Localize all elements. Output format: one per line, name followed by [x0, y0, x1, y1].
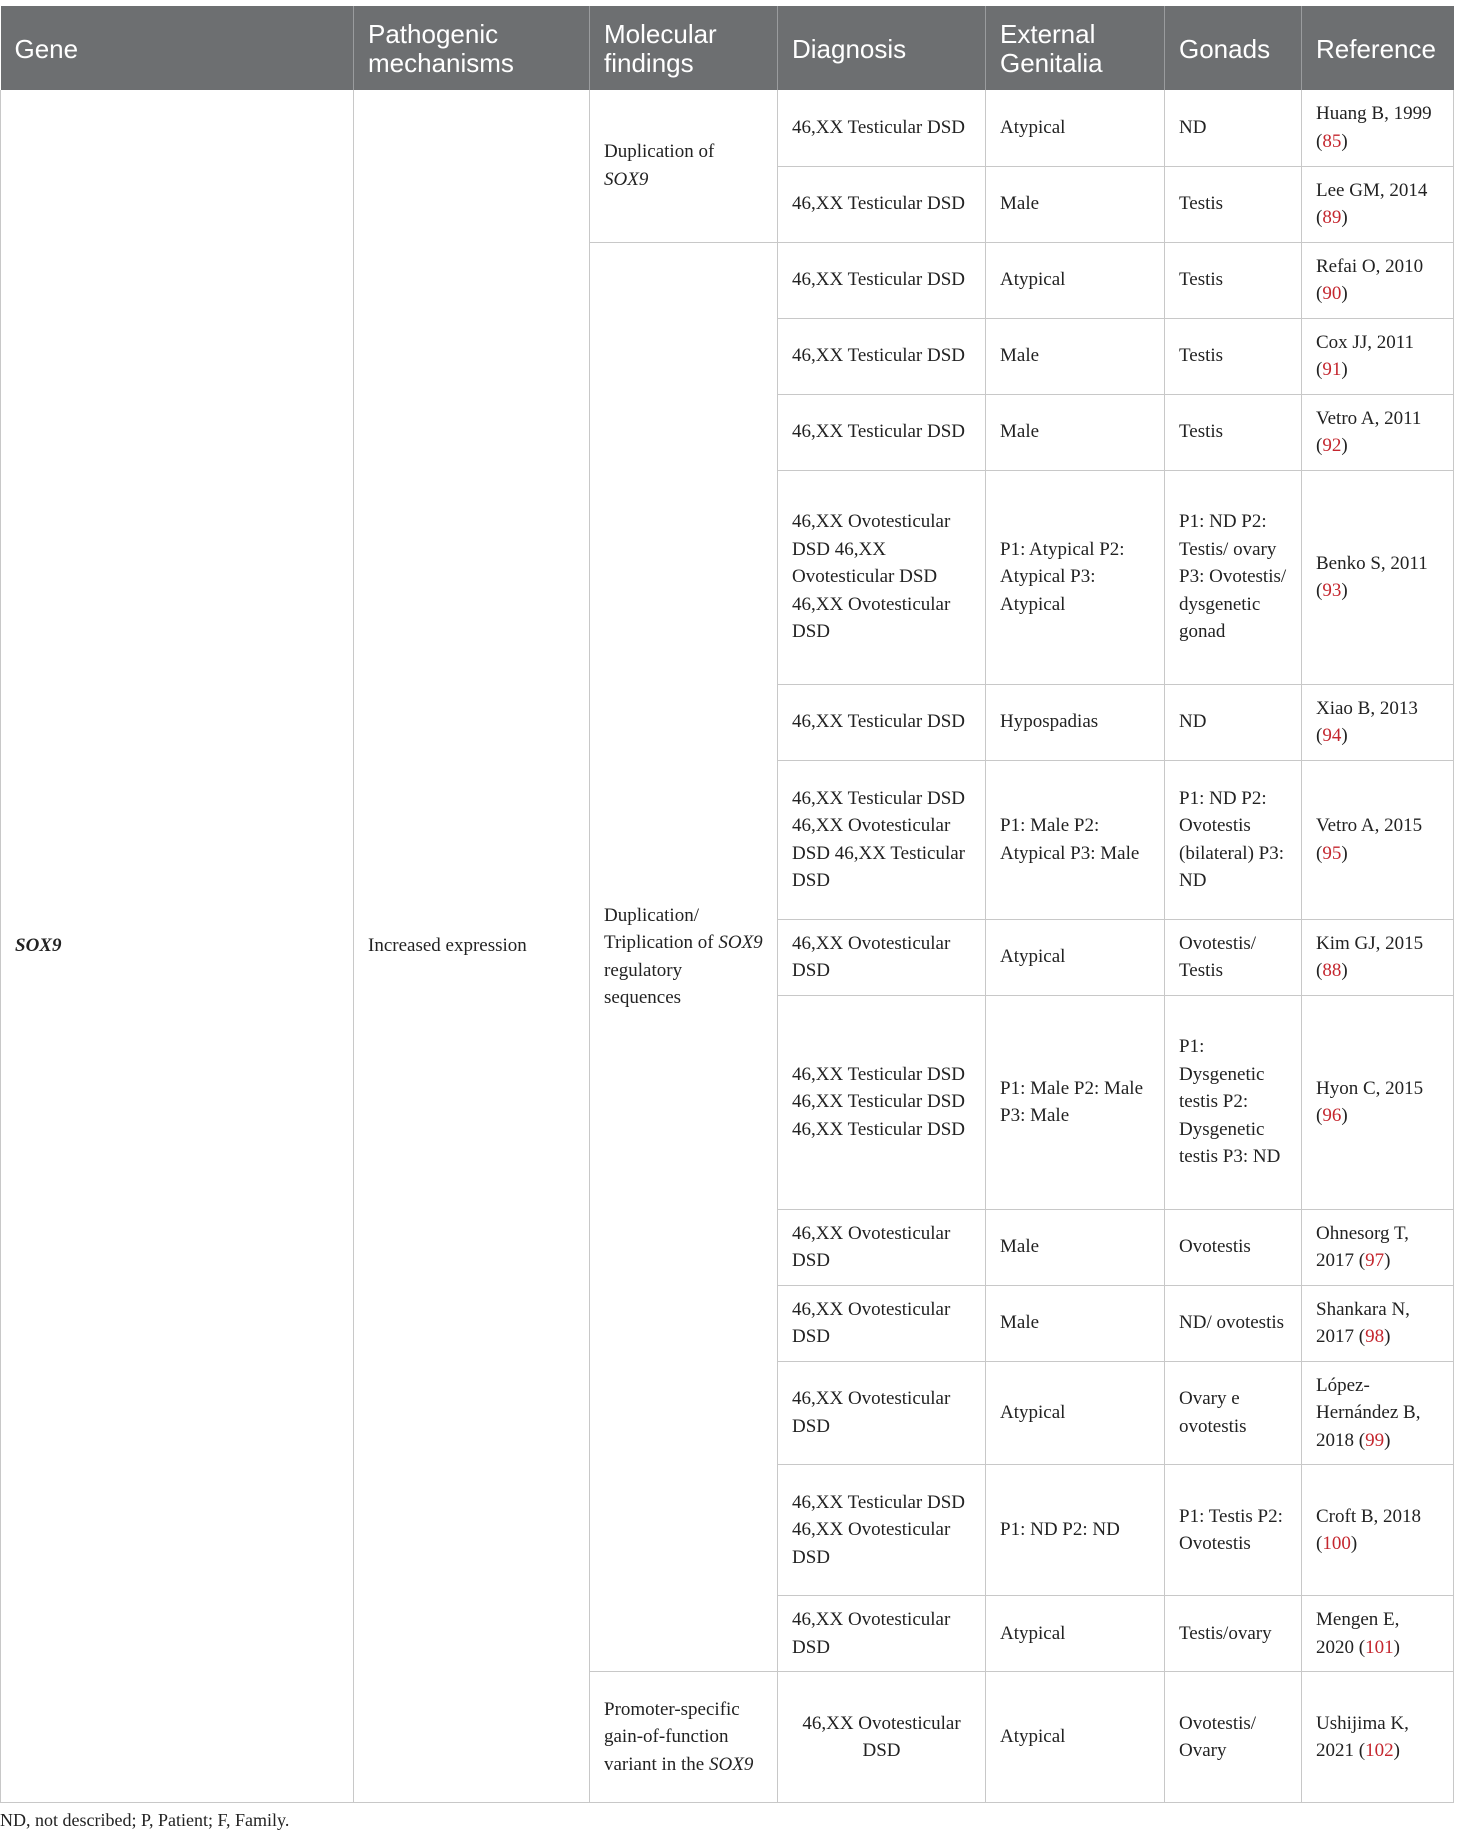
reference-link[interactable]: 88	[1322, 960, 1342, 981]
gonads-cell: Ovotestis/ Ovary	[1165, 1672, 1302, 1803]
header-reference: Reference	[1302, 6, 1454, 90]
header-gene: Gene	[1, 6, 354, 90]
diagnosis-cell: 46,XX Ovotesticular DSD	[778, 919, 986, 995]
diagnosis-cell: 46,XX Testicular DSD	[778, 684, 986, 760]
gonads-cell: Testis/ovary	[1165, 1596, 1302, 1672]
genitalia-cell: Male	[986, 1285, 1165, 1361]
genitalia-cell: Atypical	[986, 1361, 1165, 1465]
molecular-cell: Duplication of SOX9	[590, 90, 778, 242]
reference-link[interactable]: 90	[1322, 283, 1342, 304]
gonads-cell: Ovotestis	[1165, 1209, 1302, 1285]
reference-cell: Huang B, 1999 (85)	[1302, 90, 1454, 166]
genitalia-cell: Male	[986, 318, 1165, 394]
gonads-cell: Testis	[1165, 166, 1302, 242]
diagnosis-cell: 46,XX Ovotesticular DSD	[778, 1285, 986, 1361]
diagnosis-cell: 46,XX Testicular DSD 46,XX Testicular DSD 46,XX Testicular DSD	[778, 995, 986, 1209]
header-diagnosis: Diagnosis	[778, 6, 986, 90]
genitalia-cell: P1: Male P2: Male P3: Male	[986, 995, 1165, 1209]
diagnosis-cell: 46,XX Ovotesticular DSD	[778, 1672, 986, 1803]
table-container	[0, 6, 1453, 1803]
gonads-cell: Ovotestis/ Testis	[1165, 919, 1302, 995]
reference-link[interactable]: 102	[1365, 1740, 1394, 1761]
diagnosis-cell: 46,XX Testicular DSD 46,XX Ovotesticular DSD 46,XX Testicular DSD	[778, 760, 986, 919]
gonads-cell: ND/ ovotestis	[1165, 1285, 1302, 1361]
table-footnote: ND, not described; P, Patient; F, Family.	[0, 1810, 290, 1830]
genitalia-cell: Atypical	[986, 1596, 1165, 1672]
table-row	[1, 90, 1454, 166]
genitalia-cell: Atypical	[986, 242, 1165, 318]
header-external-genitalia: External Genitalia	[986, 6, 1165, 90]
gonads-cell: P1: ND P2: Ovotestis (bilateral) P3: ND	[1165, 760, 1302, 919]
gonads-cell: Testis	[1165, 242, 1302, 318]
diagnosis-cell: 46,XX Testicular DSD	[778, 318, 986, 394]
gonads-cell: P1: Testis P2: Ovotestis	[1165, 1465, 1302, 1596]
reference-cell: Vetro A, 2011 (92)	[1302, 394, 1454, 470]
gonads-cell: ND	[1165, 684, 1302, 760]
genitalia-cell: Hypospadias	[986, 684, 1165, 760]
header-molecular-findings: Molecular findings	[590, 6, 778, 90]
gonads-cell: Testis	[1165, 394, 1302, 470]
reference-link[interactable]: 97	[1365, 1250, 1385, 1271]
reference-cell: Ohnesorg T, 2017 (97)	[1302, 1209, 1454, 1285]
reference-cell: Ushijima K, 2021 (102)	[1302, 1672, 1454, 1803]
reference-cell: Hyon C, 2015 (96)	[1302, 995, 1454, 1209]
reference-link[interactable]: 92	[1322, 435, 1342, 456]
gonads-cell: P1: ND P2: Testis/ ovary P3: Ovotestis/ dysgenetic gonad	[1165, 470, 1302, 684]
genitalia-cell: Male	[986, 166, 1165, 242]
genitalia-cell: Atypical	[986, 1672, 1165, 1803]
gene-cell: SOX9	[1, 90, 354, 1803]
gonads-cell: P1: Dysgenetic testis P2: Dysgenetic testis P3: ND	[1165, 995, 1302, 1209]
reference-cell: Mengen E, 2020 (101)	[1302, 1596, 1454, 1672]
reference-link[interactable]: 100	[1322, 1533, 1351, 1554]
reference-cell: Xiao B, 2013 (94)	[1302, 684, 1454, 760]
header-pathogenic-mechanisms: Pathogenic mechanisms	[354, 6, 590, 90]
genitalia-cell: P1: Male P2: Atypical P3: Male	[986, 760, 1165, 919]
genitalia-cell: P1: ND P2: ND	[986, 1465, 1165, 1596]
gonads-cell: ND	[1165, 90, 1302, 166]
reference-cell: Shankara N, 2017 (98)	[1302, 1285, 1454, 1361]
reference-link[interactable]: 98	[1365, 1326, 1385, 1347]
reference-link[interactable]: 91	[1322, 359, 1342, 380]
reference-link[interactable]: 93	[1322, 580, 1342, 601]
reference-link[interactable]: 89	[1322, 207, 1342, 228]
reference-cell: Benko S, 2011 (93)	[1302, 470, 1454, 684]
diagnosis-cell: 46,XX Ovotesticular DSD 46,XX Ovotesticular DSD 46,XX Ovotesticular DSD	[778, 470, 986, 684]
genitalia-cell: Male	[986, 1209, 1165, 1285]
reference-cell: Vetro A, 2015 (95)	[1302, 760, 1454, 919]
header-gonads: Gonads	[1165, 6, 1302, 90]
genitalia-cell: Atypical	[986, 90, 1165, 166]
mechanism-cell: Increased expression	[354, 90, 590, 1803]
reference-cell: Refai O, 2010 (90)	[1302, 242, 1454, 318]
reference-link[interactable]: 95	[1322, 842, 1342, 864]
reference-cell: Lee GM, 2014 (89)	[1302, 166, 1454, 242]
genitalia-cell: Male	[986, 394, 1165, 470]
gonads-cell: Testis	[1165, 318, 1302, 394]
genitalia-cell: P1: Atypical P2: Atypical P3: Atypical	[986, 470, 1165, 684]
genitalia-cell: Atypical	[986, 919, 1165, 995]
diagnosis-cell: 46,XX Testicular DSD	[778, 242, 986, 318]
reference-cell: Croft B, 2018 (100)	[1302, 1465, 1454, 1596]
reference-cell: Cox JJ, 2011 (91)	[1302, 318, 1454, 394]
diagnosis-cell: 46,XX Ovotesticular DSD	[778, 1361, 986, 1465]
gonads-cell: Ovary e ovotestis	[1165, 1361, 1302, 1465]
diagnosis-cell: 46,XX Testicular DSD	[778, 90, 986, 166]
reference-link[interactable]: 85	[1322, 130, 1342, 152]
sox9-table	[0, 6, 1454, 1803]
diagnosis-cell: 46,XX Testicular DSD	[778, 166, 986, 242]
molecular-cell: Duplication/ Triplication of SOX9 regulatory sequences	[590, 242, 778, 1672]
reference-cell: Kim GJ, 2015 (88)	[1302, 919, 1454, 995]
reference-link[interactable]: 96	[1322, 1105, 1342, 1126]
reference-link[interactable]: 94	[1322, 725, 1342, 746]
diagnosis-cell: 46,XX Testicular DSD	[778, 394, 986, 470]
molecular-cell: Promoter-specific gain-of-function variant in the SOX9	[590, 1672, 778, 1803]
diagnosis-cell: 46,XX Ovotesticular DSD	[778, 1596, 986, 1672]
reference-link[interactable]: 99	[1365, 1429, 1385, 1451]
diagnosis-cell: 46,XX Ovotesticular DSD	[778, 1209, 986, 1285]
diagnosis-cell: 46,XX Testicular DSD 46,XX Ovotesticular DSD	[778, 1465, 986, 1596]
reference-link[interactable]: 101	[1365, 1636, 1394, 1658]
header-row	[1, 6, 1454, 90]
reference-cell: López-Hernández B, 2018 (99)	[1302, 1361, 1454, 1465]
